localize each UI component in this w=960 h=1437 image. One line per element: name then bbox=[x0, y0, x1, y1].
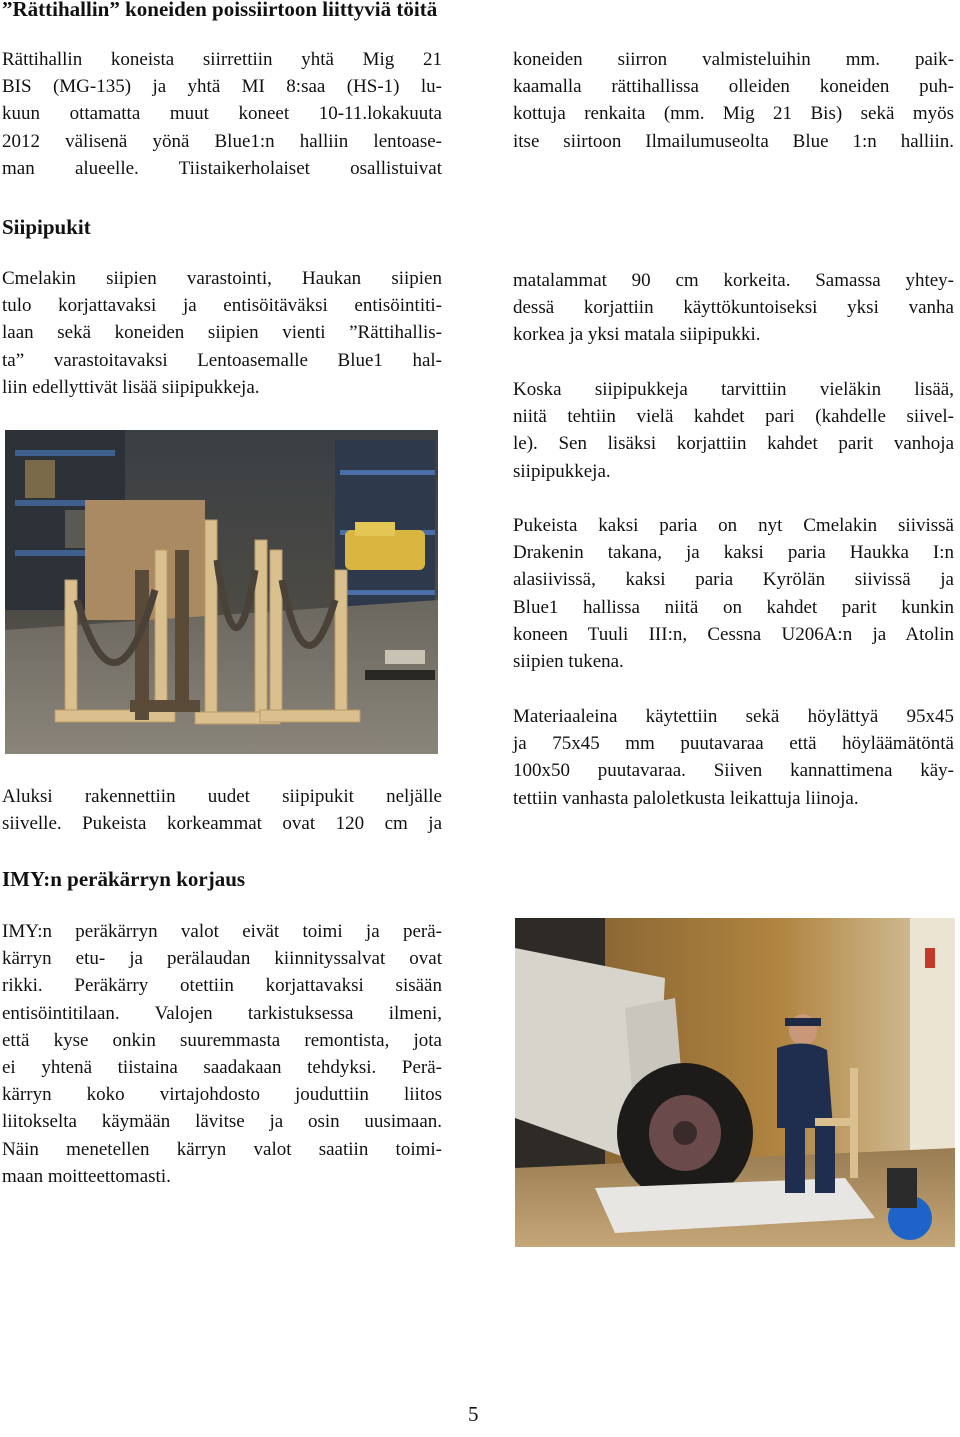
text-line: Rättihallin koneista siirrettiin yhtä Mig 21 bbox=[2, 49, 442, 70]
text-line: IMY:n peräkärryn valot eivät toimi ja perä- bbox=[2, 921, 442, 942]
text-line: 100x50 puutavaraa. Siiven kannattimena käy- bbox=[513, 760, 954, 782]
paragraph-siipipukit-locations bbox=[513, 512, 954, 675]
section-heading-perakarry: IMY:n peräkärryn korjaus bbox=[2, 867, 246, 891]
text-line: kärryn etu- ja perälaudan kiinnityssalvat ovat bbox=[2, 948, 442, 970]
text-line: ja 75x45 mm puutavaraa että höyläämätöntä bbox=[513, 733, 954, 755]
photo-trailer-repair bbox=[515, 918, 955, 1247]
text-line: entisöintitilaan. Valojen tarkistuksessa ilmeni, bbox=[2, 1002, 442, 1024]
paragraph-siipipukit-intro bbox=[2, 265, 442, 401]
text-line: Aluksi rakennettiin uudet siipipukit neljälle bbox=[2, 786, 442, 807]
text-line: tulo korjattavaksi ja entisöitäväksi entisöintiti- bbox=[2, 295, 442, 317]
paragraph-siipipukit-more bbox=[513, 376, 954, 485]
text-line: itse siirtoon Ilmailumuseolta Blue 1:n halliin. bbox=[513, 130, 954, 152]
text-line: Materiaaleina käytettiin sekä höylättyä 95x45 bbox=[513, 706, 954, 727]
text-line: Blue1 hallissa niitä on kahdet parit kunkin bbox=[513, 596, 954, 618]
page-number: 5 bbox=[468, 1402, 479, 1426]
paragraph-siipipukit-materials bbox=[513, 703, 954, 812]
text-line: kottuja renkaita (mm. Mig 21 Bis) sekä myös bbox=[513, 103, 954, 125]
text-line: maan moitteettomasti. bbox=[2, 1165, 171, 1187]
text-line: 2012 välisenä yönä Blue1:n halliin lentoase- bbox=[2, 130, 442, 152]
text-line: matalammat 90 cm korkeita. Samassa yhtey- bbox=[513, 270, 954, 291]
text-line: Näin menetellen kärryn valot saatiin toimi- bbox=[2, 1138, 442, 1160]
paragraph-siipipukit-build bbox=[2, 783, 442, 837]
text-line: liitokselta käymään lävitse ja osin uusimaan. bbox=[2, 1111, 442, 1133]
text-line: siivelle. Pukeista korkeammat ovat 120 cm ja bbox=[2, 813, 442, 835]
text-line: man alueelle. Tiistaikerholaiset osallistuivat bbox=[2, 157, 442, 179]
text-line: kuun ottamatta muut koneet 10-11.lokakuuta bbox=[2, 103, 442, 125]
paragraph-siipipukit-heights bbox=[513, 267, 954, 349]
text-line: rikki. Peräkärry otettiin korjattavaksi sisään bbox=[2, 975, 442, 997]
text-line: kärryn koko virtajohdosto jouduttiin liitos bbox=[2, 1084, 442, 1106]
text-line: koneen Tuuli III:n, Cessna U206A:n ja Atolin bbox=[513, 623, 954, 645]
text-line: le). Sen lisäksi korjattiin kahdet parit vanhoja bbox=[513, 433, 954, 455]
paragraph-rattihalli-right bbox=[513, 46, 954, 155]
text-line: Cmelakin siipien varastointi, Haukan siipien bbox=[2, 268, 442, 289]
text-line: että kyse onkin suuremmasta remontista, jota bbox=[2, 1029, 442, 1051]
text-line: Pukeista kaksi paria on nyt Cmelakin siivissä bbox=[513, 515, 954, 536]
text-line: liin edellyttivät lisää siipipukkeja. bbox=[2, 376, 260, 398]
section-heading-siipipukit: Siipipukit bbox=[2, 215, 91, 239]
text-line: laan sekä koneiden siipien vienti ”Rättihallis- bbox=[2, 322, 442, 344]
text-line: Drakenin takana, ja kaksi paria Haukka I:n bbox=[513, 542, 954, 564]
text-line: koneiden siirron valmisteluihin mm. paik- bbox=[513, 49, 954, 70]
text-line: dessä korjattiin käyttökuntoiseksi yksi vanha bbox=[513, 297, 954, 319]
text-line: tettiin vanhasta paloletkusta leikattuja liinoja. bbox=[513, 787, 859, 809]
text-line: siipien tukena. bbox=[513, 651, 624, 673]
text-line: korkea ja yksi matala siipipukki. bbox=[513, 324, 761, 346]
section-heading-rattihalli: ”Rättihallin” koneiden poissiirtoon liittyviä töitä bbox=[2, 0, 438, 21]
text-line: niitä tehtiin vielä kahdet pari (kahdelle siivel- bbox=[513, 406, 954, 428]
paragraph-rattihalli-left bbox=[2, 46, 442, 182]
text-line: siipipukkeja. bbox=[513, 460, 611, 482]
text-line: ei yhtenä tiistaina saadakaan tehdyksi. Perä- bbox=[2, 1057, 442, 1079]
text-line: Koska siipipukkeja tarvittiin vieläkin lisää, bbox=[513, 379, 954, 400]
photo-wing-stands bbox=[5, 430, 438, 754]
paragraph-perakarry bbox=[2, 918, 442, 1190]
text-line: kaamalla rättihallissa olleiden koneiden puh- bbox=[513, 76, 954, 98]
text-line: alasiivissä, kaksi paria Kyrölän siivissä ja bbox=[513, 569, 954, 591]
text-line: ta” varastoitavaksi Lentoasemalle Blue1 hal- bbox=[2, 349, 442, 371]
text-line: BIS (MG-135) ja yhtä MI 8:saa (HS-1) lu- bbox=[2, 76, 442, 98]
